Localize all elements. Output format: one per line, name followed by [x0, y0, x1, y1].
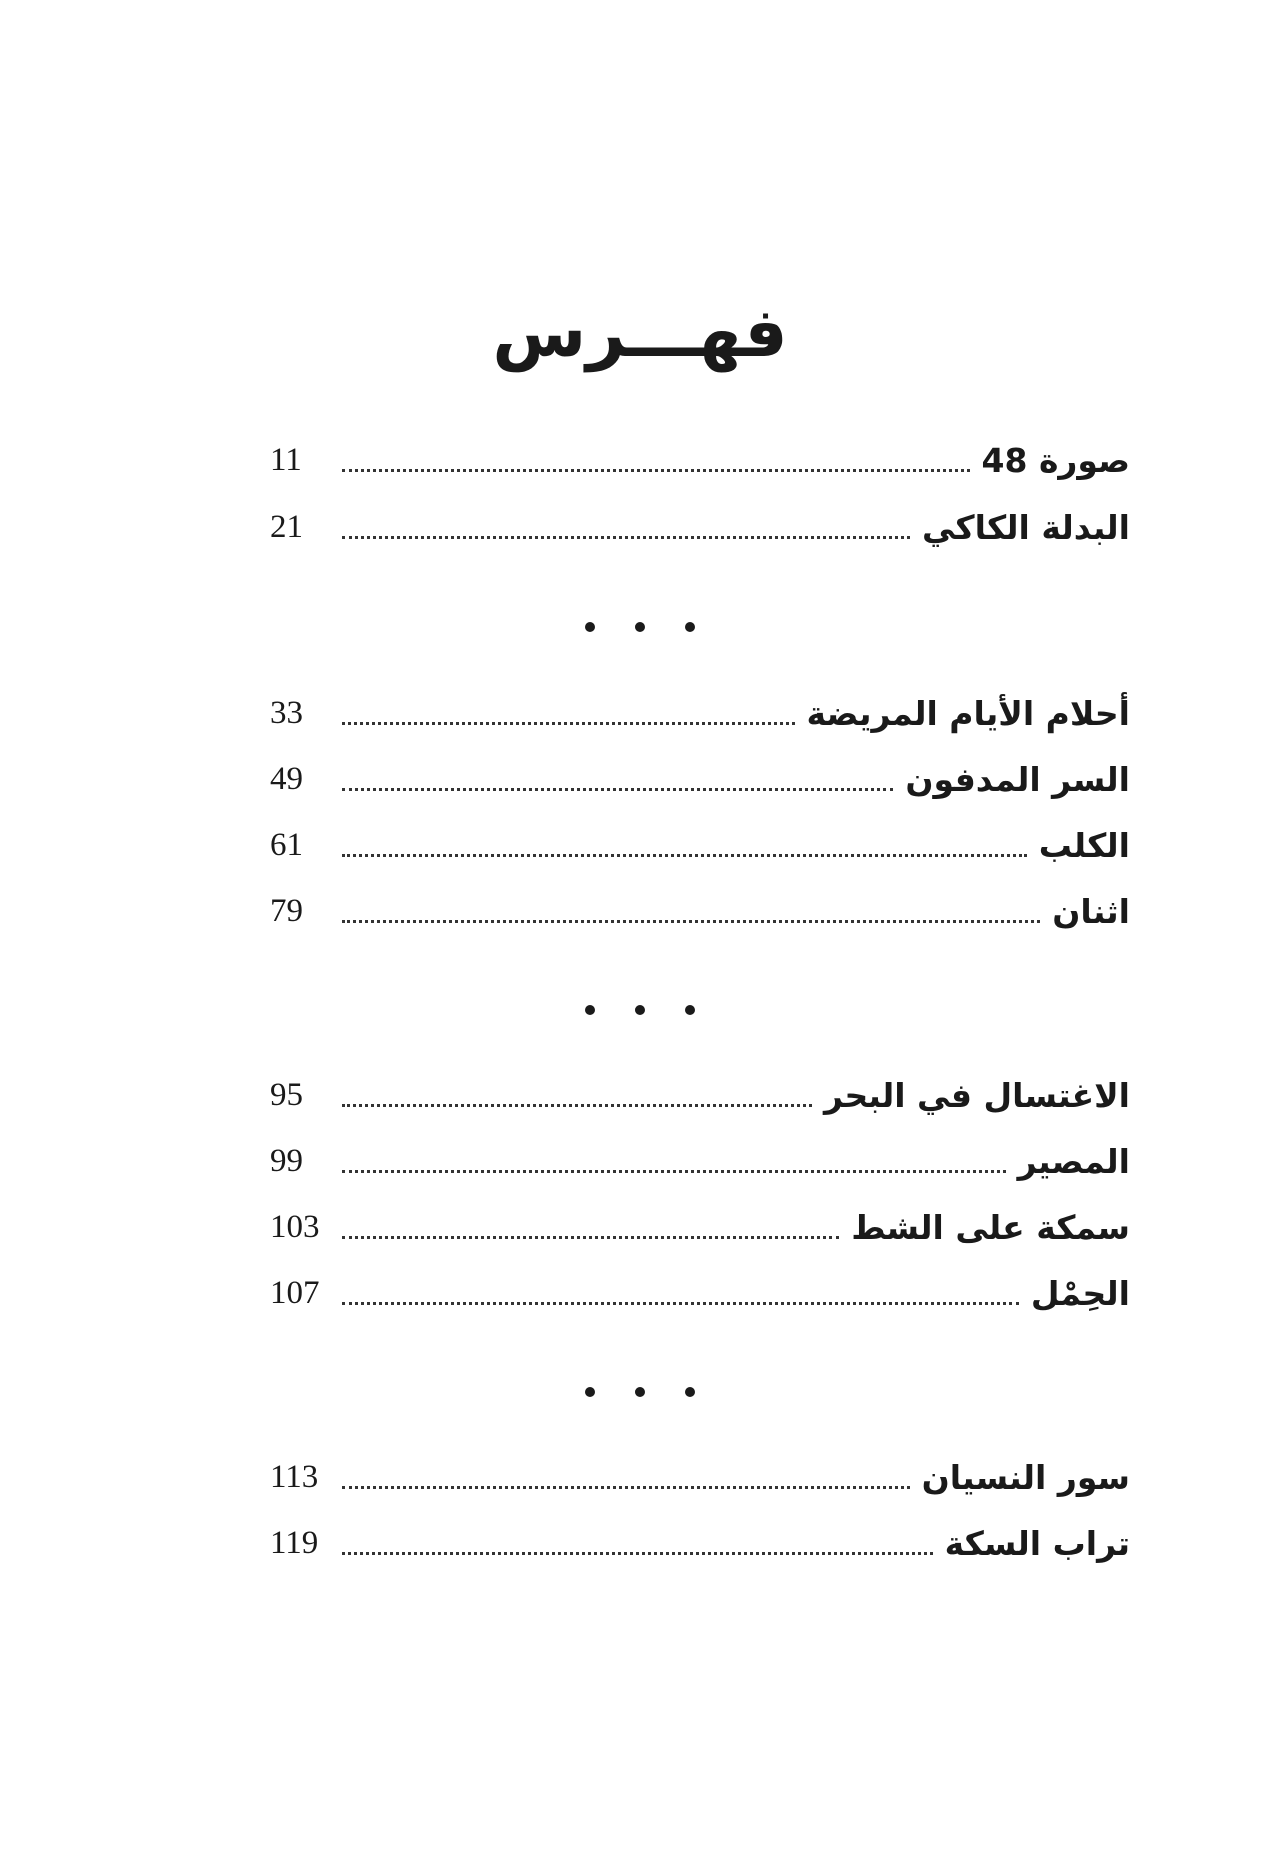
- toc-entry-page: 99: [270, 1142, 303, 1179]
- toc-entry-title: الكلب: [1038, 825, 1130, 865]
- toc-entry: [270, 1136, 1130, 1186]
- toc-entry-page: 61: [270, 826, 303, 863]
- toc-entry-page: 95: [270, 1076, 303, 1113]
- toc-entry-title: الاغتسال في البحر: [824, 1075, 1130, 1115]
- toc-entry-page: 103: [270, 1208, 320, 1245]
- toc-entry: [270, 886, 1130, 936]
- toc-entry-title: اثنان: [1052, 891, 1130, 931]
- toc-entry-title: صورة 48: [981, 440, 1130, 480]
- toc-entry: [270, 1518, 1130, 1568]
- toc-entry-page: 11: [270, 441, 302, 478]
- toc-entry: [270, 1452, 1130, 1502]
- toc-entry-page: 119: [270, 1524, 319, 1561]
- separator-dot: [685, 1005, 695, 1015]
- toc-entry: [270, 754, 1130, 804]
- separator-dot: [685, 622, 695, 632]
- separator-dot: [685, 1387, 695, 1397]
- toc-entry: [270, 820, 1130, 870]
- toc-entry: [270, 1070, 1130, 1120]
- toc-entry: [270, 1268, 1130, 1318]
- dot-leader: [342, 1302, 1019, 1305]
- toc-entry-title: سمكة على الشط: [851, 1207, 1130, 1247]
- section-separator: [0, 1387, 1280, 1397]
- toc-entry-page: 49: [270, 760, 303, 797]
- separator-dot: [585, 1387, 595, 1397]
- toc-entry: [270, 688, 1130, 738]
- separator-dot: [635, 1387, 645, 1397]
- dot-leader: [342, 854, 1027, 857]
- toc-entry-page: 107: [270, 1274, 320, 1311]
- toc-entry-title: الحِمْل: [1030, 1273, 1130, 1313]
- toc-entry-title: أحلام الأيام المريضة: [806, 693, 1130, 733]
- toc-entry-title: تراب السكة: [944, 1523, 1130, 1563]
- dot-leader: [342, 1552, 933, 1555]
- toc-entry: [270, 435, 1130, 485]
- separator-dot: [585, 622, 595, 632]
- section-separator: [0, 1005, 1280, 1015]
- dot-leader: [342, 536, 910, 539]
- dot-leader: [342, 1486, 910, 1489]
- page-title: فهـــرس: [492, 294, 788, 373]
- dot-leader: [342, 722, 795, 725]
- dot-leader: [342, 788, 893, 791]
- toc-entry-title: السر المدفون: [905, 759, 1130, 799]
- toc-entry-page: 33: [270, 694, 303, 731]
- dot-leader: [342, 469, 970, 472]
- toc-entry: [270, 1202, 1130, 1252]
- separator-dot: [635, 1005, 645, 1015]
- toc-entry-title: المصير: [1017, 1141, 1130, 1181]
- separator-dot: [635, 622, 645, 632]
- toc-entry-page: 21: [270, 508, 303, 545]
- dot-leader: [342, 1104, 812, 1107]
- separator-dot: [585, 1005, 595, 1015]
- dot-leader: [342, 920, 1040, 923]
- toc-entry-page: 113: [270, 1458, 319, 1495]
- section-separator: [0, 622, 1280, 632]
- toc-entry-page: 79: [270, 892, 303, 929]
- toc-entry: [270, 502, 1130, 552]
- dot-leader: [342, 1170, 1006, 1173]
- toc-entry-title: سور النسيان: [921, 1457, 1130, 1497]
- dot-leader: [342, 1236, 839, 1239]
- toc-entry-title: البدلة الكاكي: [922, 507, 1130, 547]
